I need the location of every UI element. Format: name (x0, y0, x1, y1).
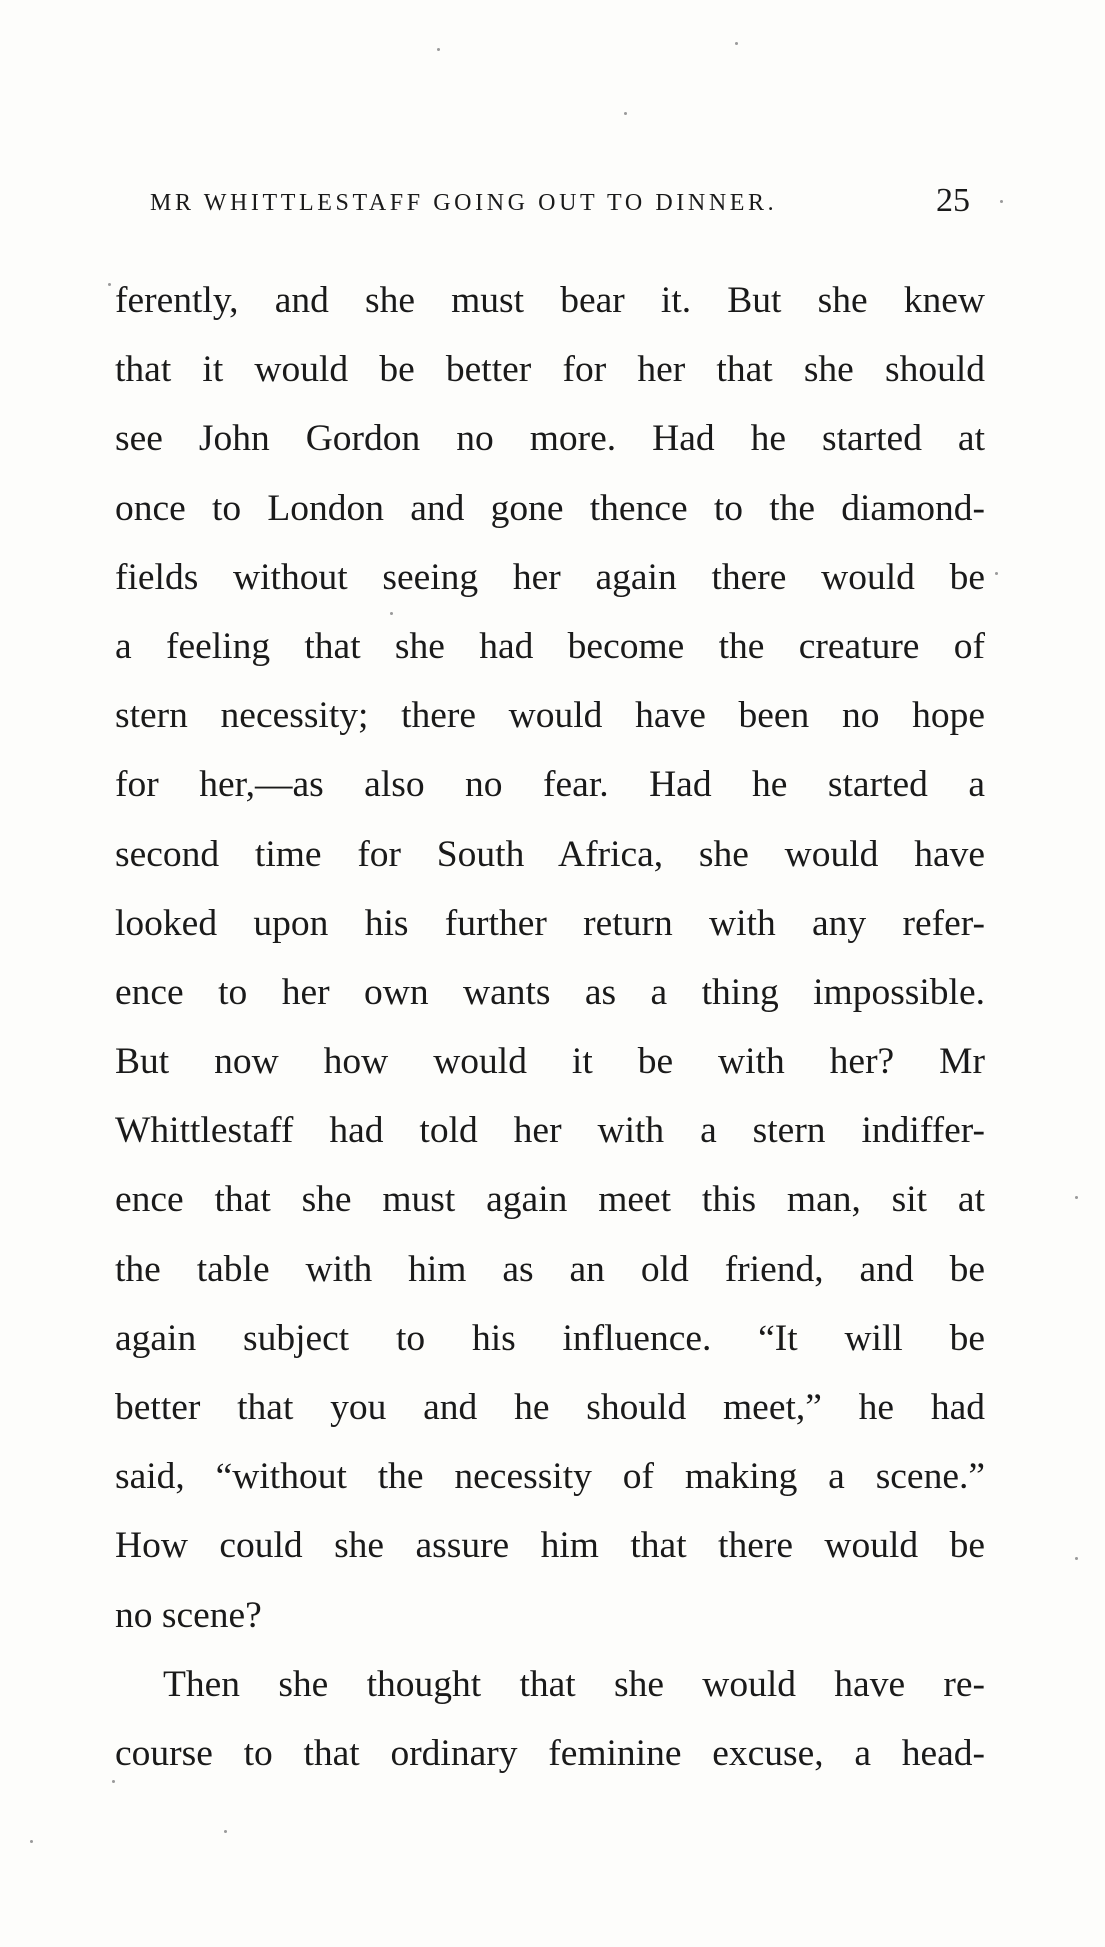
running-title: MR WHITTLESTAFF GOING OUT TO DINNER. (150, 190, 778, 216)
scan-speck (112, 1780, 115, 1783)
text-line: for her,—as also no fear. Had he started a (115, 764, 985, 806)
page-number: 25 (936, 182, 970, 219)
text-line: a feeling that she had become the creature of (115, 625, 985, 667)
paragraph-start-line: Then she thought that she would have re- (163, 1663, 985, 1705)
text-line: again subject to his influence. “It will be (115, 1317, 985, 1359)
text-line: looked upon his further return with any refer- (115, 902, 985, 944)
running-head (150, 182, 970, 226)
text-line: once to London and gone thence to the diamond- (115, 487, 985, 529)
paragraph-end-line: no scene? (115, 1594, 262, 1636)
scan-speck (1075, 1557, 1078, 1560)
scan-speck (624, 112, 627, 115)
scan-speck (30, 1840, 33, 1843)
text-line: ence that she must again meet this man, sit at (115, 1179, 985, 1221)
scan-speck (108, 283, 111, 286)
scan-speck (995, 572, 998, 575)
text-line: ferently, and she must bear it. But she knew (115, 280, 985, 321)
text-line: fields without seeing her again there would be (115, 556, 985, 598)
body-text (115, 266, 985, 1788)
scan-speck (1075, 1196, 1078, 1199)
text-line: see John Gordon no more. Had he started at (115, 418, 985, 460)
text-line: the table with him as an old friend, and be (115, 1248, 985, 1290)
scan-speck (437, 48, 440, 51)
text-line: ence to her own wants as a thing impossible. (115, 971, 985, 1013)
text-line: How could she assure him that there would be (115, 1525, 985, 1567)
text-line: Whittlestaff had told her with a stern indiffer- (115, 1110, 985, 1152)
scan-speck (224, 1830, 227, 1833)
scan-speck (735, 42, 738, 45)
text-line: stern necessity; there would have been no hope (115, 695, 985, 737)
scan-speck (1000, 200, 1003, 203)
text-line: said, “without the necessity of making a scene.” (115, 1456, 985, 1498)
text-line: second time for South Africa, she would have (115, 833, 985, 875)
text-line: that it would be better for her that she should (115, 349, 985, 391)
text-line: better that you and he should meet,” he had (115, 1387, 985, 1428)
scan-speck (390, 612, 393, 615)
text-line: course to that ordinary feminine excuse, a head- (115, 1732, 985, 1774)
text-line: But now how would it be with her? Mr (115, 1041, 985, 1083)
